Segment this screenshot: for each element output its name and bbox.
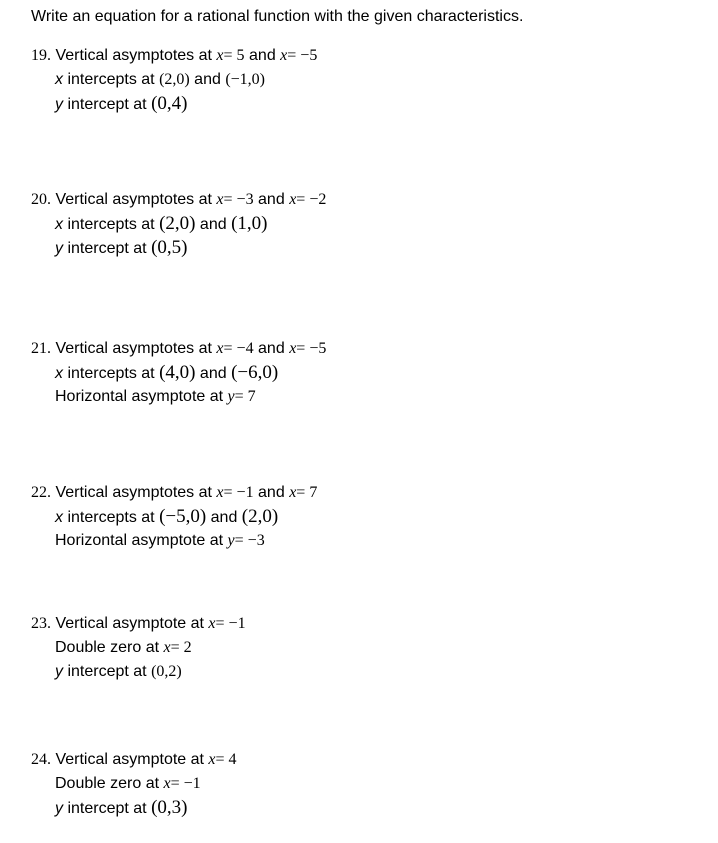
point: (4,0) bbox=[159, 362, 196, 383]
point: (2,0) bbox=[241, 506, 279, 527]
point: (1,0) bbox=[231, 213, 268, 234]
problem-label: intercept at bbox=[67, 800, 147, 817]
point: (−6,0) bbox=[231, 362, 279, 383]
math-expression: x= 4 bbox=[208, 751, 237, 768]
problem-label: Vertical asymptote at bbox=[55, 751, 204, 768]
conjunction: and bbox=[258, 484, 285, 501]
variable-label: y bbox=[55, 800, 63, 817]
point: (0,3) bbox=[151, 797, 188, 818]
problem-label: intercepts at bbox=[67, 365, 155, 382]
problem-21-line-3 bbox=[31, 385, 691, 409]
problem-21 bbox=[31, 337, 691, 409]
problem-label: intercept at bbox=[67, 240, 147, 257]
math-expression: x= 7 bbox=[289, 484, 318, 501]
problem-19-line-3 bbox=[31, 92, 691, 116]
point: (2,0) bbox=[159, 71, 190, 88]
math-expression: x= −5 bbox=[280, 47, 318, 64]
math-expression: y= −3 bbox=[227, 532, 265, 549]
problem-label: intercepts at bbox=[67, 216, 155, 233]
math-expression: x= −4 bbox=[216, 340, 254, 357]
problem-23 bbox=[31, 612, 691, 684]
problem-24 bbox=[31, 748, 691, 820]
math-expression: x= 2 bbox=[163, 639, 192, 656]
variable-label: y bbox=[55, 96, 63, 113]
conjunction: and bbox=[199, 216, 227, 233]
variable-label: y bbox=[55, 240, 63, 257]
problem-label: Vertical asymptotes at bbox=[55, 47, 212, 64]
math-expression: y= 7 bbox=[227, 388, 256, 405]
conjunction: and bbox=[210, 509, 238, 526]
problem-23-line-3 bbox=[31, 660, 691, 684]
problem-label: Double zero at bbox=[55, 775, 160, 792]
problem-number: 20. bbox=[31, 191, 51, 208]
math-expression: x= −1 bbox=[216, 484, 254, 501]
problem-23-line-1 bbox=[31, 612, 691, 636]
math-expression: x= −1 bbox=[163, 775, 201, 792]
problem-24-line-2 bbox=[31, 772, 691, 796]
problem-21-line-1 bbox=[31, 337, 691, 361]
problem-22-line-3 bbox=[31, 529, 691, 553]
problem-22 bbox=[31, 481, 691, 553]
conjunction: and bbox=[249, 47, 276, 64]
problem-label: intercept at bbox=[67, 663, 147, 680]
problem-number: 21. bbox=[31, 340, 51, 357]
problem-label: intercepts at bbox=[67, 71, 155, 88]
point: (−5,0) bbox=[159, 506, 207, 527]
instructions: Write an equation for a rational function with the given characteristics. bbox=[31, 8, 524, 25]
point: (2,0) bbox=[159, 213, 196, 234]
problem-24-line-1 bbox=[31, 748, 691, 772]
problem-20-line-3 bbox=[31, 236, 691, 260]
math-expression: x= −5 bbox=[289, 340, 327, 357]
math-expression: x= −2 bbox=[289, 191, 327, 208]
variable-label: x bbox=[55, 216, 63, 233]
conjunction: and bbox=[194, 71, 221, 88]
problem-22-line-1 bbox=[31, 481, 691, 505]
problem-number: 19. bbox=[31, 47, 51, 64]
conjunction: and bbox=[258, 191, 285, 208]
math-expression: x= −3 bbox=[216, 191, 254, 208]
problem-number: 23. bbox=[31, 615, 51, 632]
problem-label: intercept at bbox=[67, 96, 147, 113]
problem-label: Double zero at bbox=[55, 639, 160, 656]
problem-24-line-3 bbox=[31, 796, 691, 820]
problem-20-line-2 bbox=[31, 212, 691, 236]
problem-label: Vertical asymptote at bbox=[55, 615, 204, 632]
variable-label: x bbox=[55, 365, 63, 382]
problem-19 bbox=[31, 44, 691, 116]
problem-21-line-2 bbox=[31, 361, 691, 385]
conjunction: and bbox=[258, 340, 285, 357]
problem-label: intercepts at bbox=[67, 509, 155, 526]
problem-number: 22. bbox=[31, 484, 51, 501]
problem-20-line-1 bbox=[31, 188, 691, 212]
problem-23-line-2 bbox=[31, 636, 691, 660]
problem-label: Vertical asymptotes at bbox=[55, 191, 212, 208]
point: (−1,0) bbox=[225, 71, 266, 88]
problem-19-line-1 bbox=[31, 44, 691, 68]
point: (0,5) bbox=[151, 237, 188, 258]
problem-label: Vertical asymptotes at bbox=[55, 340, 212, 357]
point: (0,2) bbox=[151, 663, 182, 680]
conjunction: and bbox=[199, 365, 227, 382]
point: (0,4) bbox=[151, 93, 188, 114]
variable-label: x bbox=[55, 71, 63, 88]
variable-label: y bbox=[55, 663, 63, 680]
problem-label: Vertical asymptotes at bbox=[55, 484, 212, 501]
problem-19-line-2 bbox=[31, 68, 691, 92]
variable-label: x bbox=[55, 509, 63, 526]
problem-20 bbox=[31, 188, 691, 260]
math-expression: x= −1 bbox=[208, 615, 246, 632]
problem-label: Horizontal asymptote at bbox=[55, 388, 224, 405]
problem-number: 24. bbox=[31, 751, 51, 768]
problem-22-line-2 bbox=[31, 505, 691, 529]
problem-label: Horizontal asymptote at bbox=[55, 532, 224, 549]
math-expression: x= 5 bbox=[216, 47, 245, 64]
